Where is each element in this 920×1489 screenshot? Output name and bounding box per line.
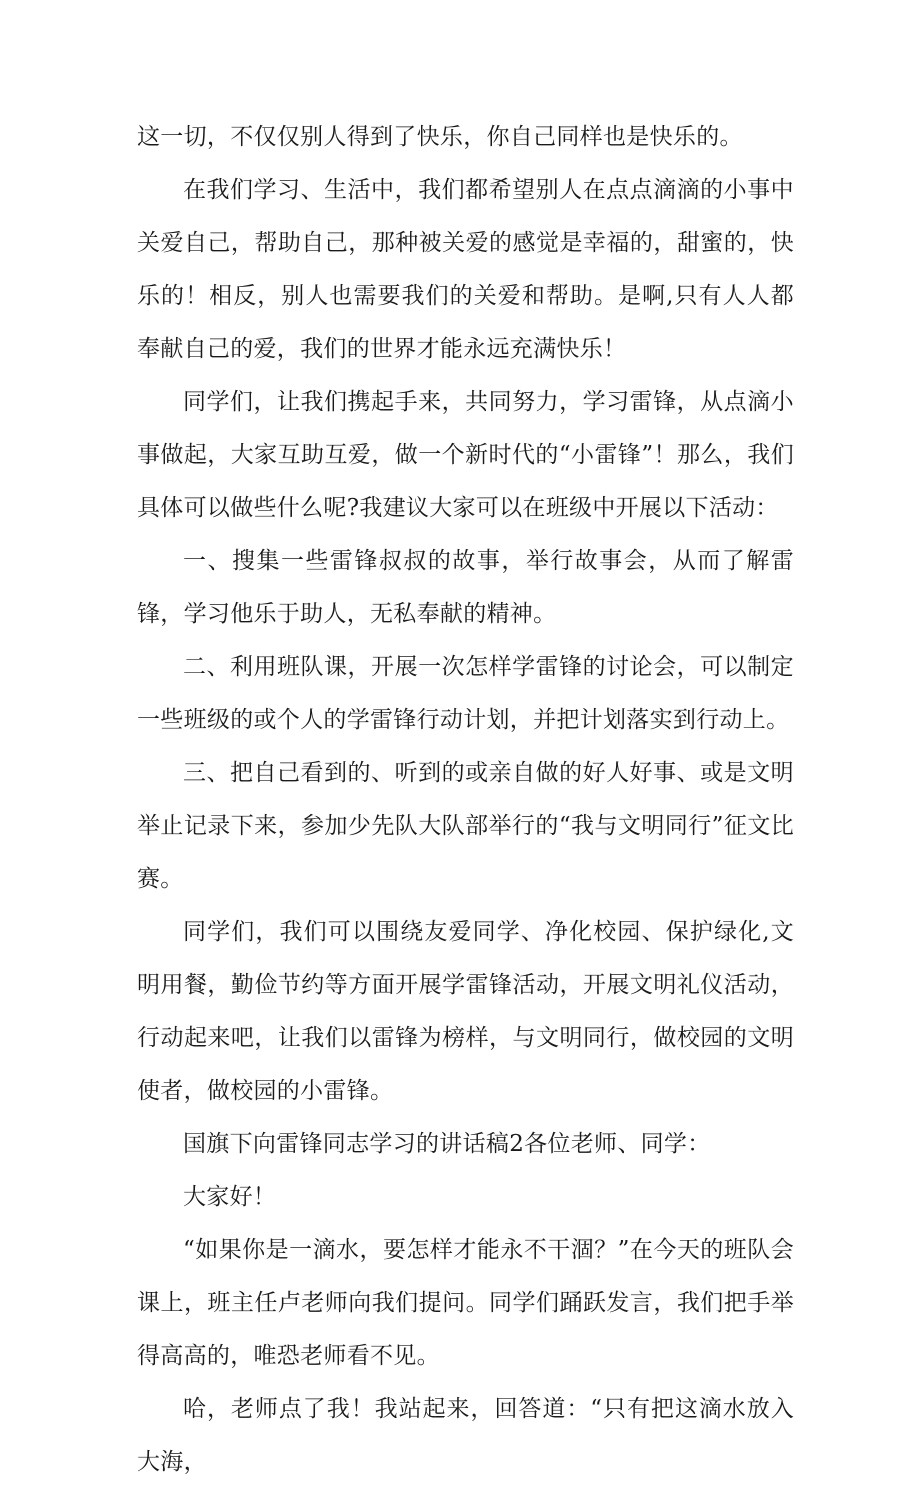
paragraph-activity-one: 一、搜集一些雷锋叔叔的故事，举行故事会，从而了解雷锋，学习他乐于助人，无私奉献的精神。 xyxy=(137,548,794,627)
paragraph-call-to-action: 同学们，让我们携起手来，共同努力，学习雷锋，从点滴小事做起，大家互助互爱，做一个新时代的“小雷锋”！那么，我们具体可以做些什么呢?我建议大家可以在班级中开展以下活动： xyxy=(137,389,794,521)
paragraph-activity-two: 二、利用班队课，开展一次怎样学雷锋的讨论会，可以制定一些班级的或个人的学雷锋行动计划，并把计划落实到行动上。 xyxy=(137,654,794,733)
paragraph-conclusion: 同学们，我们可以围绕友爱同学、净化校园、保护绿化,文明用餐，勤俭节约等方面开展学雷锋活动，开展文明礼仪活动，行动起来吧，让我们以雷锋为榜样，与文明同行，做校园的文明使者，做校园的小雷锋。 xyxy=(137,919,794,1104)
paragraph-activity-three: 三、把自己看到的、听到的或亲自做的好人好事、或是文明举止记录下来，参加少先队大队部举行的“我与文明同行”征文比赛。 xyxy=(137,760,794,892)
paragraph-greeting: 大家好！ xyxy=(183,1184,277,1210)
paragraph-caring: 在我们学习、生活中，我们都希望别人在点点滴滴的小事中关爱自己，帮助自己，那种被关爱的感觉是幸福的，甜蜜的，快乐的！相反，别人也需要我们的关爱和帮助。是啊,只有人人都奉献自己的爱，我们的世界才能永远充满快乐！ xyxy=(137,177,794,362)
paragraph-continuation: 这一切，不仅仅别人得到了快乐，你自己同样也是快乐的。 xyxy=(137,124,743,150)
paragraph-question: “如果你是一滴水，要怎样才能永不干涸？”在今天的班队会课上，班主任卢老师向我们提问。同学们踊跃发言，我们把手举得高高的，唯恐老师看不见。 xyxy=(137,1237,794,1369)
speech-2-heading: 国旗下向雷锋同志学习的讲话稿2各位老师、同学： xyxy=(183,1131,711,1157)
paragraph-answer: 哈，老师点了我！我站起来，回答道：“只有把这滴水放入大海， xyxy=(137,1396,794,1475)
